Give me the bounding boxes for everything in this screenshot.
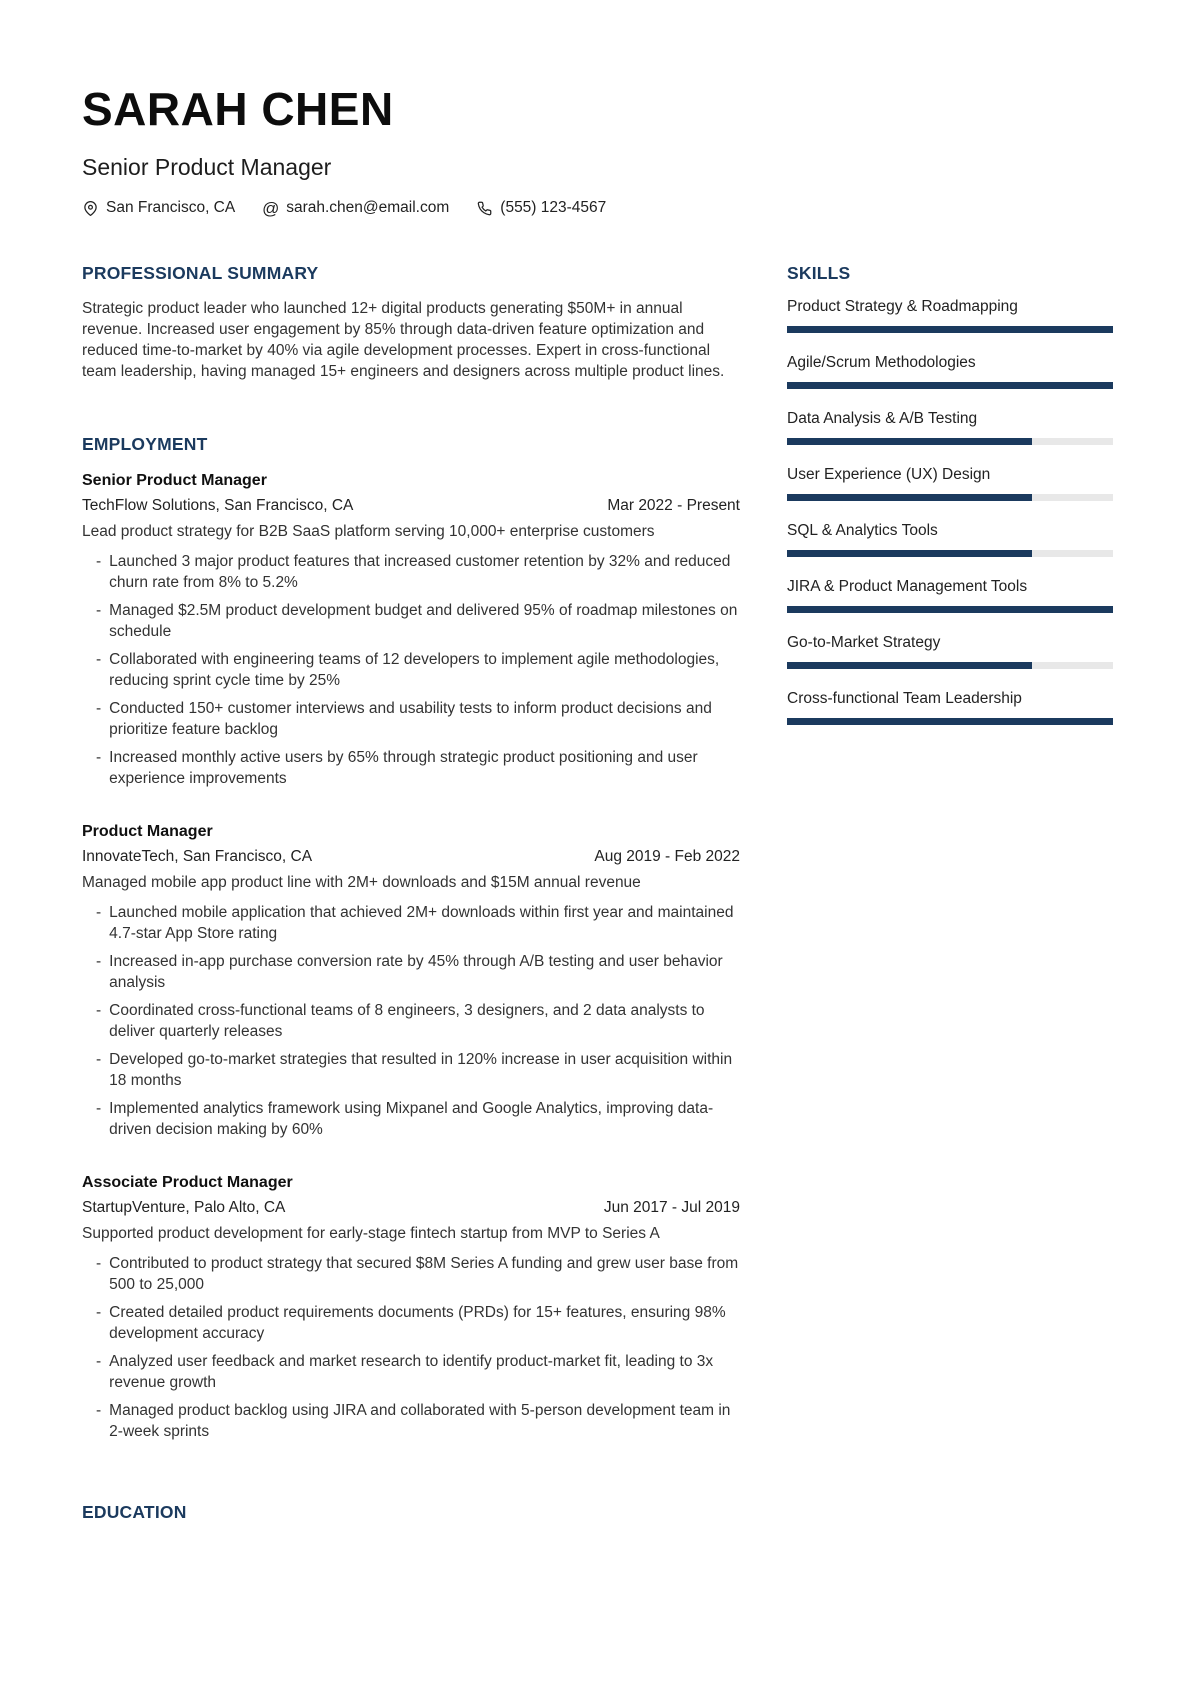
contact-email-text: sarah.chen@email.com — [286, 199, 450, 216]
skill-item — [787, 354, 1113, 389]
phone-icon — [476, 200, 493, 217]
job-bullets — [82, 902, 740, 1140]
skill-bar-fill — [787, 438, 1032, 445]
resume-header — [82, 83, 1113, 218]
skill-item — [787, 410, 1113, 445]
skill-bar-track — [787, 438, 1113, 445]
bullet-text: Increased monthly active users by 65% through strategic product positioning and user experience improvements — [109, 749, 698, 787]
job-bullet — [82, 698, 740, 740]
job-bullet — [82, 1000, 740, 1042]
bullet-text: Increased in-app purchase conversion rate by 45% through A/B testing and user behavior analysis — [109, 953, 723, 991]
skills-heading: SKILLS — [787, 263, 851, 283]
skill-bar-track — [787, 662, 1113, 669]
skill-label: Product Strategy & Roadmapping — [787, 298, 1018, 315]
skill-label: Cross-functional Team Leadership — [787, 690, 1022, 707]
bullet-dash-marker: - — [96, 1255, 102, 1272]
job-company: TechFlow Solutions, San Francisco, CA — [82, 497, 354, 514]
skill-bar-fill — [787, 326, 1113, 333]
bullet-dash-marker: - — [96, 749, 102, 766]
skill-bar-fill — [787, 494, 1032, 501]
job-title: Product Manager — [82, 823, 213, 840]
bullet-text: Contributed to product strategy that secured $8M Series A funding and grew user base from 500 to 25,000 — [109, 1255, 739, 1293]
job-bullet — [82, 649, 740, 691]
job-dates: Mar 2022 - Present — [607, 497, 740, 514]
bullet-text: Launched 3 major product features that increased customer retention by 32% and reduced churn rate from 8% to 5.2% — [109, 553, 731, 591]
skill-bar-track — [787, 550, 1113, 557]
bullet-dash-marker: - — [96, 1353, 102, 1370]
skill-bar-track — [787, 718, 1113, 725]
bullet-dash-marker: - — [96, 553, 102, 570]
bullet-text: Managed $2.5M product development budget and delivered 95% of roadmap milestones on schedule — [109, 602, 738, 640]
skill-item — [787, 690, 1113, 725]
job-meta-row — [82, 1199, 740, 1217]
job-bullet — [82, 747, 740, 789]
skill-bar-track — [787, 382, 1113, 389]
summary-heading: PROFESSIONAL SUMMARY — [82, 263, 319, 283]
job-bullet — [82, 1351, 740, 1393]
skill-item — [787, 466, 1113, 501]
employment-heading: EMPLOYMENT — [82, 434, 208, 454]
skill-item — [787, 522, 1113, 557]
skill-bar-fill — [787, 382, 1113, 389]
skill-bar-track — [787, 606, 1113, 613]
skill-bar-track — [787, 326, 1113, 333]
skill-label: User Experience (UX) Design — [787, 466, 991, 483]
job-bullets — [82, 1253, 740, 1442]
contact-phone-text: (555) 123-4567 — [500, 199, 607, 216]
bullet-dash-marker: - — [96, 1304, 102, 1321]
job-bullet — [82, 1400, 740, 1442]
bullet-dash-marker: - — [96, 904, 102, 921]
main-column — [82, 263, 740, 1537]
job-dates: Jun 2017 - Jul 2019 — [603, 1199, 740, 1216]
contact-phone — [476, 199, 606, 217]
bullet-text: Launched mobile application that achieved 2M+ downloads within first year and maintained 4.7-star App Store rating — [109, 904, 734, 942]
job-company: StartupVenture, Palo Alto, CA — [82, 1199, 286, 1216]
skills-column — [787, 263, 1113, 1537]
job-entry — [82, 472, 740, 789]
bullet-text: Collaborated with engineering teams of 12 developers to implement agile methodologies, reducing sprint cycle time by 25% — [109, 651, 720, 689]
contact-location-text: San Francisco, CA — [106, 199, 236, 216]
skill-bar-fill — [787, 662, 1032, 669]
job-bullet — [82, 1049, 740, 1091]
person-name: SARAH CHEN — [82, 83, 394, 135]
map-pin-icon — [82, 200, 99, 217]
skill-bar-fill — [787, 550, 1032, 557]
skill-bar-fill — [787, 606, 1113, 613]
skill-label: Data Analysis & A/B Testing — [787, 410, 978, 427]
bullet-text: Coordinated cross-functional teams of 8 engineers, 3 designers, and 2 data analysts to deliver quarterly releases — [109, 1002, 705, 1040]
bullet-dash-marker: - — [96, 700, 102, 717]
contact-row — [82, 199, 1113, 217]
bullet-dash-marker: - — [96, 1002, 102, 1019]
job-bullet — [82, 902, 740, 944]
jobs-list — [82, 472, 740, 1442]
job-summary: Supported product development for early-stage fintech startup from MVP to Series A — [82, 1225, 660, 1242]
job-dates: Aug 2019 - Feb 2022 — [594, 848, 740, 865]
job-bullet — [82, 1253, 740, 1295]
bullet-dash-marker: - — [96, 1402, 102, 1419]
skill-label: Agile/Scrum Methodologies — [787, 354, 976, 371]
bullet-text: Developed go-to-market strategies that resulted in 120% increase in user acquisition within 18 months — [109, 1051, 733, 1089]
bullet-text: Analyzed user feedback and market research to identify product-market fit, leading to 3x revenue growth — [109, 1353, 714, 1391]
education-heading: EDUCATION — [82, 1502, 187, 1522]
bullet-dash-marker: - — [96, 1100, 102, 1117]
job-company: InnovateTech, San Francisco, CA — [82, 848, 313, 865]
contact-location — [82, 199, 235, 217]
bullet-dash-marker: - — [96, 953, 102, 970]
skill-item — [787, 298, 1113, 333]
bullet-dash-marker: - — [96, 651, 102, 668]
bullet-text: Managed product backlog using JIRA and collaborated with 5-person development team in 2-week sprints — [109, 1402, 731, 1440]
section-education — [82, 1502, 740, 1523]
section-employment — [82, 434, 740, 1442]
skills-list — [787, 298, 1113, 725]
skill-item — [787, 578, 1113, 613]
job-summary: Lead product strategy for B2B SaaS platform serving 10,000+ enterprise customers — [82, 523, 655, 540]
bullet-text: Implemented analytics framework using Mixpanel and Google Analytics, improving data-driven decision making by 60% — [109, 1100, 714, 1138]
skill-label: JIRA & Product Management Tools — [787, 578, 1028, 595]
skill-bar-track — [787, 494, 1113, 501]
job-bullet — [82, 1302, 740, 1344]
job-meta-row — [82, 848, 740, 866]
person-title: Senior Product Manager — [82, 154, 332, 180]
job-meta-row — [82, 497, 740, 515]
summary-text: Strategic product leader who launched 12+ digital products generating $50M+ in annual revenue. Increased user engagement by 85% through data-driven feature optimization and reduced time-to-market by 40% via agile development processes. Expert in cross-functional team leadership, having managed 15+ engineers and designers across multiple product lines. — [82, 300, 725, 380]
job-entry — [82, 1174, 740, 1442]
bullet-text: Conducted 150+ customer interviews and usability tests to inform product decisions and prioritize feature backlog — [109, 700, 712, 738]
skill-label: SQL & Analytics Tools — [787, 522, 938, 539]
job-title: Associate Product Manager — [82, 1174, 293, 1191]
bullet-dash-marker: - — [96, 1051, 102, 1068]
skill-label: Go-to-Market Strategy — [787, 634, 941, 651]
job-bullet — [82, 1098, 740, 1140]
job-bullet — [82, 551, 740, 593]
job-summary: Managed mobile app product line with 2M+ downloads and $15M annual revenue — [82, 874, 641, 891]
job-title: Senior Product Manager — [82, 472, 267, 489]
bullet-dash-marker: - — [96, 602, 102, 619]
job-entry — [82, 823, 740, 1140]
skill-item — [787, 634, 1113, 669]
content-columns — [82, 263, 1113, 1537]
job-bullet — [82, 951, 740, 993]
section-professional-summary — [82, 263, 740, 382]
skill-bar-fill — [787, 718, 1113, 725]
at-sign-icon: @ — [262, 198, 280, 218]
contact-email — [262, 199, 449, 217]
bullet-text: Created detailed product requirements documents (PRDs) for 15+ features, ensuring 98% development accuracy — [109, 1304, 726, 1342]
job-bullets — [82, 551, 740, 789]
job-bullet — [82, 600, 740, 642]
